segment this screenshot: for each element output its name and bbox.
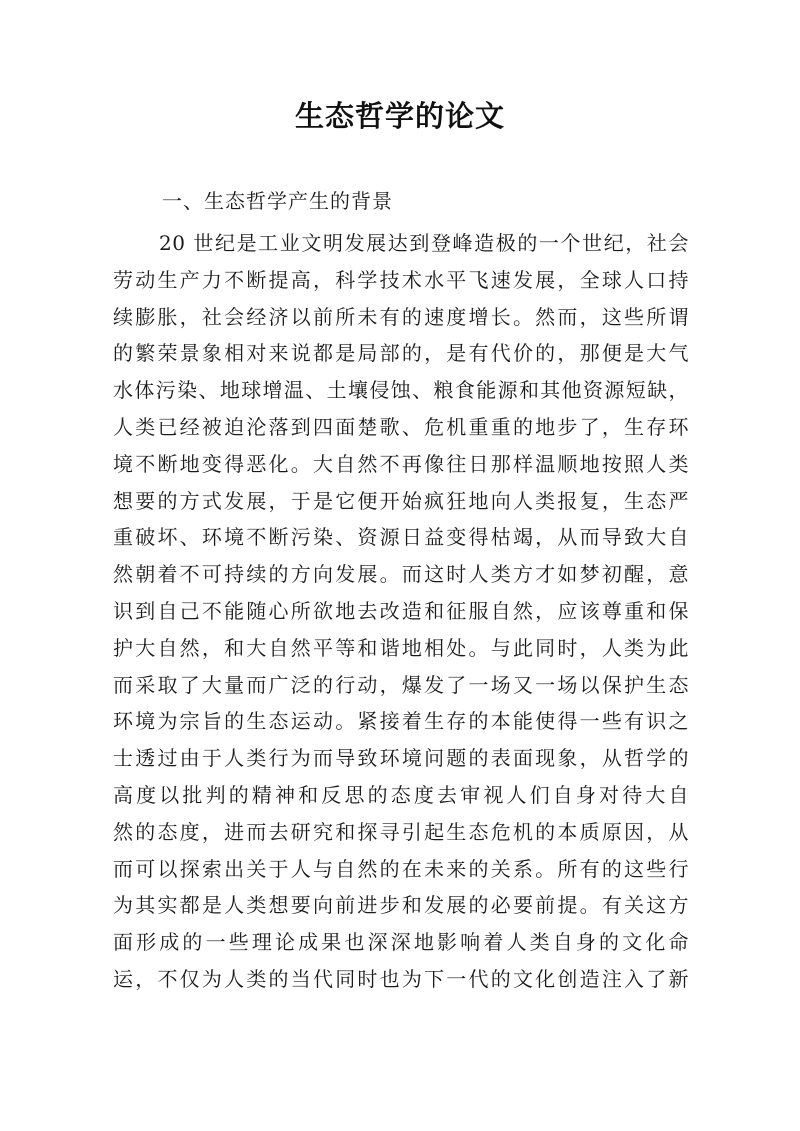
paragraph-line: 然朝着不可持续的方向发展。而这时人类方才如梦初醒，意 — [113, 562, 689, 587]
paragraph-line: 而采取了大量而广泛的行动，爆发了一场又一场以保护生态 — [113, 672, 689, 697]
paragraph-line: 士透过由于人类行为而导致环境问题的表面现象，从哲学的 — [113, 746, 689, 771]
paragraph-line: 境不断地变得恶化。大自然不再像往日那样温顺地按照人类 — [113, 451, 689, 476]
paragraph-line: 运，不仅为人类的当代同时也为下一代的文化创造注入了新 — [113, 966, 689, 991]
paragraph-line: 20 世纪是工业文明发展达到登峰造极的一个世纪，社会 — [159, 231, 689, 255]
paragraph-line: 识到自己不能随心所欲地去改造和征服自然，应该尊重和保 — [113, 598, 689, 623]
paragraph-line: 高度以批判的精神和反思的态度去审视人们自身对待大自 — [113, 782, 689, 807]
paragraph-line: 的繁荣景象相对来说都是局部的，是有代价的，那便是大气 — [113, 341, 689, 366]
paragraph-line: 而可以探索出关于人与自然的在未来的关系。所有的这些行 — [113, 856, 689, 881]
paragraph-line: 劳动生产力不断提高，科学技术水平飞速发展，全球人口持 — [113, 267, 689, 292]
paragraph-line: 护大自然，和大自然平等和谐地相处。与此同时，人类为此 — [113, 635, 689, 660]
paragraph-line: 续膨胀，社会经济以前所未有的速度增长。然而，这些所谓 — [113, 304, 689, 329]
paragraph-line: 想要的方式发展，于是它便开始疯狂地向人类报复，生态严 — [113, 488, 689, 513]
body-paragraph — [113, 225, 689, 998]
paragraph-line: 重破坏、环境不断污染、资源日益变得枯竭，从而导致大自 — [113, 525, 689, 550]
section-heading: 一、生态哲学产生的背景 — [162, 189, 393, 213]
paragraph-line: 水体污染、地球增温、土壤侵蚀、粮食能源和其他资源短缺， — [113, 378, 689, 403]
paragraph-line: 环境为宗旨的生态运动。紧接着生存的本能使得一些有识之 — [113, 709, 689, 734]
document-title: 生态哲学的论文 — [294, 99, 505, 133]
paragraph-line: 人类已经被迫沦落到四面楚歌、危机重重的地步了，生存环 — [113, 414, 689, 439]
paragraph-line: 面形成的一些理论成果也深深地影响着人类自身的文化命 — [113, 930, 689, 955]
paragraph-line: 为其实都是人类想要向前进步和发展的必要前提。有关这方 — [113, 893, 689, 918]
paragraph-line: 然的态度，进而去研究和探寻引起生态危机的本质原因，从 — [113, 819, 689, 844]
